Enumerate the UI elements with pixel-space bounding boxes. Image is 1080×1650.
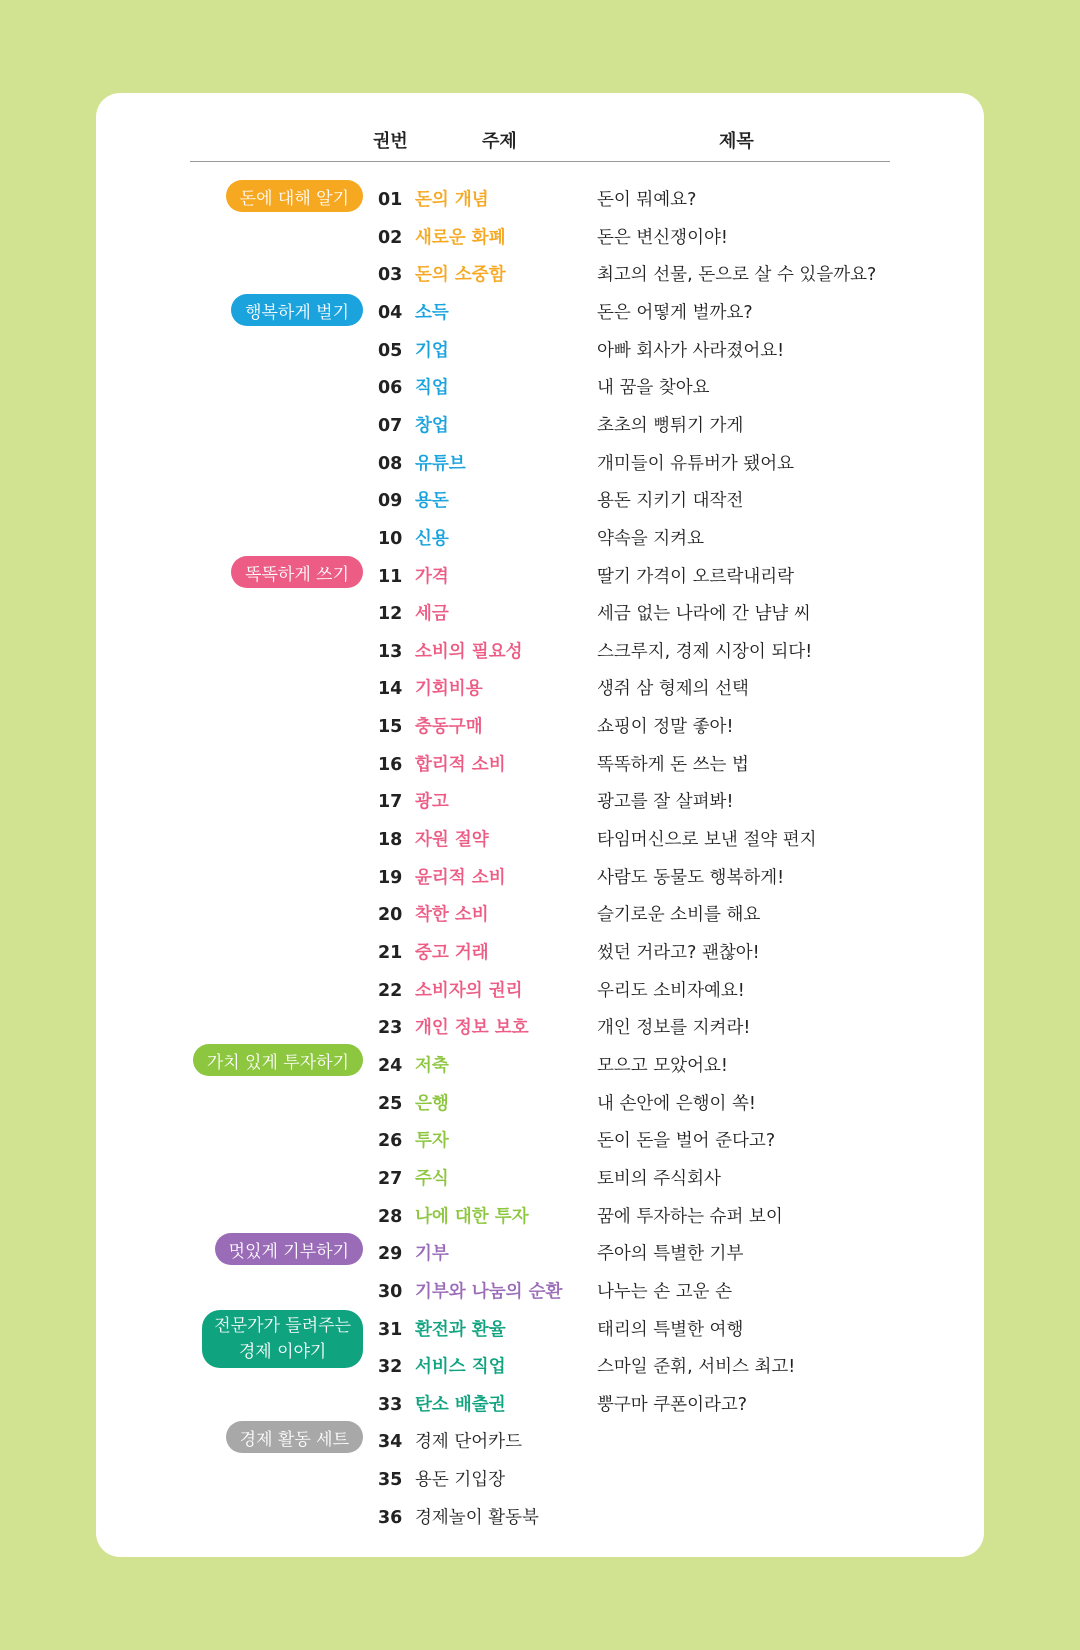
table-row bbox=[0, 295, 1080, 331]
volume-number: 36 bbox=[378, 1507, 403, 1528]
category-label: 전문가가 들려주는 bbox=[214, 1316, 351, 1336]
book-title: 스크루지, 경제 시장이 되다! bbox=[597, 641, 813, 662]
topic-label: 용돈 기입장 bbox=[415, 1470, 506, 1491]
volume-number: 04 bbox=[378, 302, 403, 323]
topic-label: 소득 bbox=[415, 302, 449, 323]
topic-label: 중고 거래 bbox=[415, 943, 489, 963]
volume-number: 35 bbox=[378, 1470, 403, 1491]
topic-label: 주식 bbox=[415, 1168, 449, 1189]
topic-label: 나에 대한 투자 bbox=[415, 1206, 529, 1227]
book-title: 토비의 주식회사 bbox=[597, 1168, 721, 1189]
category-label: 가치 있게 투자하기 bbox=[206, 1052, 349, 1073]
header-title: 제목 bbox=[719, 131, 754, 152]
topic-label: 돈의 개념 bbox=[415, 190, 489, 210]
volume-number: 29 bbox=[378, 1244, 403, 1265]
table-row bbox=[0, 408, 1080, 444]
table-row bbox=[0, 634, 1080, 670]
volume-number: 13 bbox=[378, 641, 403, 662]
book-title: 내 꿈을 찾아요 bbox=[597, 378, 710, 399]
table-row bbox=[0, 446, 1080, 482]
topic-label: 착한 소비 bbox=[415, 905, 489, 926]
topic-label: 서비스 직업 bbox=[415, 1357, 506, 1378]
book-title: 사람도 동물도 행복하게! bbox=[597, 867, 785, 888]
topic-label: 소비의 필요성 bbox=[415, 641, 523, 662]
book-title: 스마일 준휘, 서비스 최고! bbox=[597, 1357, 796, 1378]
table-row bbox=[0, 671, 1080, 707]
book-title: 쇼핑이 정말 좋아! bbox=[597, 717, 734, 738]
topic-label: 기부와 나눔의 순환 bbox=[415, 1281, 563, 1302]
topic-label: 은행 bbox=[415, 1093, 449, 1114]
topic-label: 충동구매 bbox=[415, 717, 483, 738]
topic-label: 환전과 환율 bbox=[415, 1319, 506, 1340]
volume-number: 01 bbox=[378, 190, 403, 210]
topic-label: 용돈 bbox=[415, 491, 449, 512]
book-title: 모으고 모았어요! bbox=[597, 1055, 728, 1076]
category-pill bbox=[215, 1233, 363, 1265]
volume-number: 02 bbox=[378, 227, 403, 248]
table-row bbox=[0, 1048, 1080, 1084]
table-row bbox=[0, 1274, 1080, 1310]
topic-label: 가격 bbox=[415, 566, 449, 587]
book-title: 태리의 특별한 여행 bbox=[597, 1319, 744, 1340]
table-row bbox=[0, 257, 1080, 293]
volume-number: 31 bbox=[378, 1319, 403, 1340]
volume-number: 14 bbox=[378, 679, 403, 700]
table-row bbox=[0, 1161, 1080, 1197]
table-row bbox=[0, 860, 1080, 896]
volume-number: 27 bbox=[378, 1168, 403, 1189]
topic-label: 기회비용 bbox=[415, 679, 483, 700]
volume-number: 25 bbox=[378, 1093, 403, 1114]
volume-number: 11 bbox=[378, 566, 403, 587]
topic-label: 광고 bbox=[415, 792, 449, 813]
table-row bbox=[0, 220, 1080, 256]
table-row bbox=[0, 1236, 1080, 1272]
table-row bbox=[0, 1312, 1080, 1348]
table-row bbox=[0, 822, 1080, 858]
book-title: 나누는 손 고운 손 bbox=[597, 1281, 733, 1302]
table-row bbox=[0, 1199, 1080, 1235]
book-title: 내 손안에 은행이 쏙! bbox=[597, 1093, 756, 1114]
category-label: 멋있게 기부하기 bbox=[228, 1241, 349, 1262]
header-divider bbox=[190, 161, 890, 162]
topic-label: 돈의 소중함 bbox=[415, 265, 506, 286]
topic-label: 기부 bbox=[415, 1244, 449, 1265]
book-title: 타임머신으로 보낸 절약 편지 bbox=[597, 830, 817, 851]
topic-label: 투자 bbox=[415, 1131, 449, 1152]
book-title: 딸기 가격이 오르락내리락 bbox=[597, 566, 795, 587]
volume-number: 16 bbox=[378, 754, 403, 775]
table-row bbox=[0, 747, 1080, 783]
table-row bbox=[0, 935, 1080, 971]
table-row bbox=[0, 596, 1080, 632]
topic-label: 직업 bbox=[415, 378, 449, 399]
topic-label: 창업 bbox=[415, 415, 449, 436]
topic-label: 세금 bbox=[415, 604, 449, 625]
volume-number: 28 bbox=[378, 1206, 403, 1227]
volume-number: 15 bbox=[378, 717, 403, 738]
book-title: 초초의 뻥튀기 가게 bbox=[597, 415, 744, 436]
table-row bbox=[0, 483, 1080, 519]
book-title: 생쥐 삼 형제의 선택 bbox=[597, 679, 749, 700]
category-label: 똑똑하게 쓰기 bbox=[245, 564, 349, 585]
category-pill bbox=[226, 1421, 363, 1453]
volume-number: 34 bbox=[378, 1432, 403, 1453]
book-title: 약속을 지켜요 bbox=[597, 528, 704, 549]
table-row bbox=[0, 784, 1080, 820]
volume-number: 05 bbox=[378, 340, 403, 361]
volume-number: 07 bbox=[378, 415, 403, 436]
category-label: 돈에 대해 알기 bbox=[239, 188, 349, 209]
topic-label: 경제놀이 활동북 bbox=[415, 1507, 539, 1528]
category-label: 경제 활동 세트 bbox=[239, 1429, 349, 1450]
topic-label: 합리적 소비 bbox=[415, 754, 506, 775]
category-label: 행복하게 벌기 bbox=[245, 302, 349, 323]
topic-label: 기업 bbox=[415, 340, 449, 361]
volume-number: 10 bbox=[378, 528, 403, 549]
book-title: 슬기로운 소비를 해요 bbox=[597, 905, 761, 926]
book-title: 세금 없는 나라에 간 냠냠 씨 bbox=[597, 604, 811, 625]
book-title: 개인 정보를 지켜라! bbox=[597, 1018, 751, 1039]
category-pill bbox=[193, 1044, 363, 1076]
book-title: 돈이 뭐예요? bbox=[597, 190, 697, 210]
category-pill bbox=[231, 294, 363, 326]
book-title: 광고를 잘 살펴봐! bbox=[597, 792, 734, 813]
book-title: 아빠 회사가 사라졌어요! bbox=[597, 340, 785, 361]
volume-number: 22 bbox=[378, 980, 403, 1001]
volume-number: 30 bbox=[378, 1281, 403, 1302]
table-row bbox=[0, 1010, 1080, 1046]
topic-label: 탄소 배출권 bbox=[415, 1394, 506, 1415]
table-row bbox=[0, 897, 1080, 933]
volume-number: 26 bbox=[378, 1131, 403, 1152]
category-pill bbox=[231, 556, 363, 588]
book-title: 썼던 거라고? 괜찮아! bbox=[597, 943, 760, 963]
table-row bbox=[0, 1086, 1080, 1122]
table-row bbox=[0, 973, 1080, 1009]
table-row bbox=[0, 1387, 1080, 1423]
table-row bbox=[0, 1424, 1080, 1460]
volume-number: 17 bbox=[378, 792, 403, 813]
topic-label: 경제 단어카드 bbox=[415, 1432, 522, 1453]
category-pill bbox=[226, 180, 363, 212]
volume-number: 18 bbox=[378, 830, 403, 851]
topic-label: 윤리적 소비 bbox=[415, 867, 506, 888]
volume-number: 33 bbox=[378, 1394, 403, 1415]
book-title: 우리도 소비자예요! bbox=[597, 980, 745, 1001]
table-row bbox=[0, 521, 1080, 557]
volume-number: 20 bbox=[378, 905, 403, 926]
topic-label: 유튜브 bbox=[415, 453, 466, 474]
category-label-line2: 경제 이야기 bbox=[238, 1342, 327, 1362]
volume-number: 23 bbox=[378, 1018, 403, 1039]
header-topic: 주제 bbox=[482, 131, 517, 152]
topic-label: 신용 bbox=[415, 528, 449, 549]
table-row bbox=[0, 1462, 1080, 1498]
header-volume: 권번 bbox=[373, 131, 408, 152]
book-title: 용돈 지키기 대작전 bbox=[597, 491, 744, 512]
book-title: 뿡구마 쿠폰이라고? bbox=[597, 1394, 748, 1415]
table-row bbox=[0, 559, 1080, 595]
volume-number: 32 bbox=[378, 1357, 403, 1378]
topic-label: 저축 bbox=[415, 1055, 449, 1076]
volume-number: 03 bbox=[378, 265, 403, 286]
topic-label: 자원 절약 bbox=[415, 830, 489, 851]
volume-number: 09 bbox=[378, 491, 403, 512]
volume-number: 24 bbox=[378, 1055, 403, 1076]
table-row bbox=[0, 370, 1080, 406]
book-title: 돈은 변신쟁이야! bbox=[597, 227, 728, 248]
table-row bbox=[0, 709, 1080, 745]
volume-number: 19 bbox=[378, 867, 403, 888]
table-row bbox=[0, 182, 1080, 218]
book-title: 최고의 선물, 돈으로 살 수 있을까요? bbox=[597, 265, 877, 286]
table-row bbox=[0, 333, 1080, 369]
table-row bbox=[0, 1349, 1080, 1385]
book-title: 개미들이 유튜버가 됐어요 bbox=[597, 453, 795, 474]
book-title: 주아의 특별한 기부 bbox=[597, 1244, 744, 1265]
topic-label: 개인 정보 보호 bbox=[415, 1018, 529, 1039]
volume-number: 21 bbox=[378, 943, 403, 963]
book-title: 돈은 어떻게 벌까요? bbox=[597, 302, 753, 323]
book-title: 돈이 돈을 벌어 준다고? bbox=[597, 1131, 776, 1152]
topic-label: 새로운 화폐 bbox=[415, 227, 506, 248]
volume-number: 06 bbox=[378, 378, 403, 399]
book-title: 똑똑하게 돈 쓰는 법 bbox=[597, 754, 749, 775]
topic-label: 소비자의 권리 bbox=[415, 980, 523, 1001]
table-row bbox=[0, 1123, 1080, 1159]
book-title: 꿈에 투자하는 슈퍼 보이 bbox=[597, 1206, 783, 1227]
table-row bbox=[0, 1500, 1080, 1536]
category-pill bbox=[202, 1310, 363, 1368]
volume-number: 12 bbox=[378, 604, 403, 625]
volume-number: 08 bbox=[378, 453, 403, 474]
